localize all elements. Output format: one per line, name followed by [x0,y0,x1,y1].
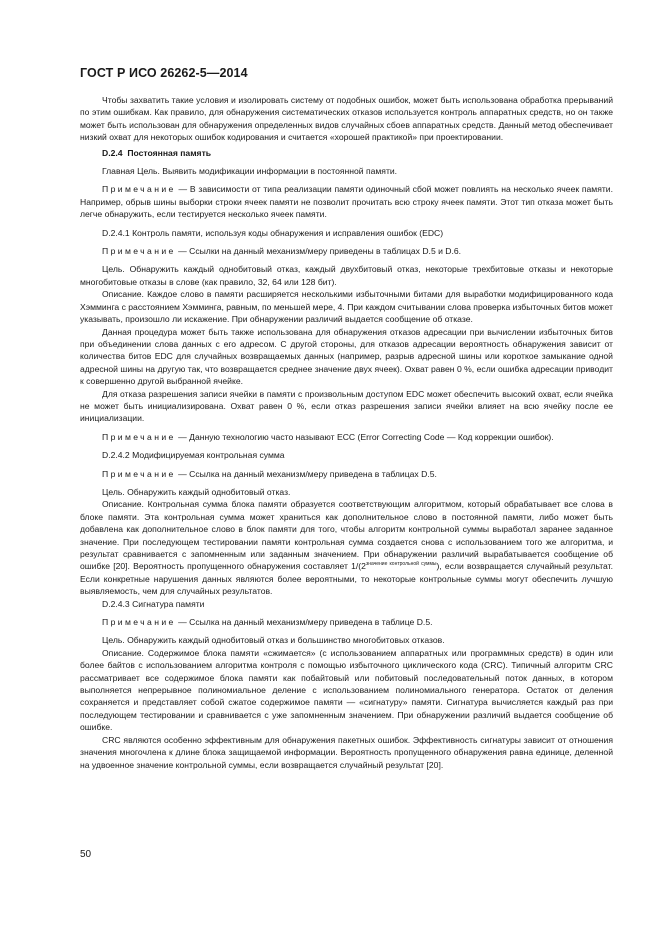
document-body [80,94,613,771]
paragraph: Главная Цель. Выявить модификации информации в постоянной памяти. [102,166,398,177]
page-number: 50 [80,849,92,860]
note-label: Примечание [102,246,176,257]
note [80,616,613,628]
note-label: Примечание [102,431,176,442]
note [80,183,613,220]
subsection-heading: D.2.4.3 Сигнатура памяти [102,598,205,609]
paragraph: Цель. Обнаружить каждый однобитовый отказ. [102,486,291,497]
note-text: — Ссылка на данный механизм/меру приведена в таблицах D.5. [175,468,437,479]
section-number: D.2.4 [102,147,123,158]
paragraph-text: ), если возвращается случайный результат. Если конкретные нарушения данных являются более вероятными, то некоторые контрольные суммы могут обеспечить лучшую выявляемость, чем для случайных результатов. [80,561,613,597]
paragraph: Для отказа разрешения записи ячейки в памяти с произвольным доступом EDC может обеспечить высокий охват, если ячейка не может быть инициализирована. Охват равен 0 %, если отказ разрешения записи ячейки влияет на всю ячейку после ее инициализации. [80,388,613,424]
note [80,431,613,443]
note-text: — В зависимости от типа реализации памяти одиночный сбой может повлиять на несколько ячеек памяти. Например, обрыв шины выборки строки ячеек памяти не позволит прочитать всю строку ячеек памяти. Этот тип отказа может быть легче обнаружить, если тестируется несколько ячеек памяти. [80,184,613,220]
note-text: — Ссылка на данный механизм/меру приведена в таблице D.5. [175,617,433,628]
section-heading [80,147,613,159]
paragraph: CRC являются особенно эффективным для обнаружения пакетных ошибок. Эффективность сигнатуры зависит от отношения значения многочлена к длине блока защищаемой информации. Вероятность пропущенного обнаружения равна единице, деленной на удвоенное значение контрольной суммы, если возвращается случайный результат [20]. [80,734,613,770]
paragraph: Описание. Содержимое блока памяти «сжимается» (с использованием аппаратных или программных средств) в один или более байтов с использованием алгоритма контроля с помощью избыточного циклического кода (CRC). Типичный алгоритм CRC рассматривает все содержимое блока памяти как побайтовый или побитовый последовательный поток данных, в котором выполняется непрерывное полиномиальное деление с использованием полиномиального генератора. Остаток от деления сохраняется и представляет собой сжатое содержимое памяти — «сигнатуру» памяти. Сигнатура вычисляется каждый раз при последующем тестировании и сравнивается с уже запомненным значением. При обнаружении различий выдается сообщение об ошибке. [80,647,613,733]
note-label: Примечание [102,184,176,195]
note [80,245,613,257]
note [80,468,613,480]
note-text: — Ссылки на данный механизм/меру приведены в таблицах D.5 и D.6. [175,246,462,257]
superscript: значение контрольной суммы [365,561,437,568]
paragraph [80,498,613,597]
subsection-heading: D.2.4.2 Модифицируемая контрольная сумма [102,450,285,461]
subsection-heading: D.2.4.1 Контроль памяти, используя коды обнаружения и исправления ошибок (EDC) [102,227,444,238]
note-label: Примечание [102,617,176,628]
paragraph: Данная процедура может быть также использована для обнаружения отказов адресации при вычислении избыточных битов при объединении слова данных с его адресом. С другой стороны, для отказов адресации вероятность обнаружения зависит от количества битов EDC для случайных возвращаемых данных (например, разрыв адресной шины или короткое замыкание одной адресной шины на другую так, что возвращается среднее значение двух ячеек). Охват равен 0 %, если ошибка адресации приводит к совершенно другой выбранной ячейке. [80,326,613,387]
section-title: Постоянная память [127,147,212,158]
document-header: ГОСТ Р ИСО 26262-5—2014 [80,66,248,80]
paragraph: Цель. Обнаружить каждый однобитовый отказ, каждый двухбитовый отказ, некоторые трехбитовые отказы и некоторые многобитовые отказы в слове (как правило, 32, 64 или 128 бит). [80,264,613,287]
paragraph-text: Описание. Контрольная сумма блока памяти образуется соответствующим алгоритмом, который обрабатывает все слова в блоке памяти. Эта контрольная сумма может храниться как дополнительное слово в постоянной памяти, либо может быть добавлена как дополнительное слово в блок памяти для того, чтобы алгоритм контрольной суммы выработал заранее заданное значение. При последующем тестировании памяти контрольная сумма создается снова с использованием того же алгоритма, и результат сравнивается с запомненным или заданным значением. При обнаружении различий вырабатывается сообщение об ошибке [20]. Вероятность пропущенного обнаружения составляет 1/(2 [80,499,613,572]
note-label: Примечание [102,468,176,479]
paragraph: Цель. Обнаружить каждый однобитовый отказ и большинство многобитовых отказов. [102,635,445,646]
note-text: — Данную технологию часто называют ECC (Error Correcting Code — Код коррекции ошибок). [175,431,554,442]
paragraph: Описание. Каждое слово в памяти расширяется несколькими избыточными битами для выработки модифицированного кода Хэмминга с расстоянием Хэмминга, равным, по меньшей мере, 4. При каждом считывании слова проверка избыточных битов может указывать, произошло ли искажение. При обнаружении различий выдается сообщение об отказе. [80,289,613,325]
paragraph: Чтобы захватить такие условия и изолировать систему от подобных ошибок, может быть использована обработка прерываний по этим ошибкам. Как правило, для обнаружения систематических отказов используется контроль аппаратных средств, но он также может быть использован для обнаружения определенных видов случайных сбоев аппаратных средств. Данный метод обеспечивает низкий охват для некоторых ошибок кодирования и считается «хорошей практикой» при проектировании. [80,95,613,143]
